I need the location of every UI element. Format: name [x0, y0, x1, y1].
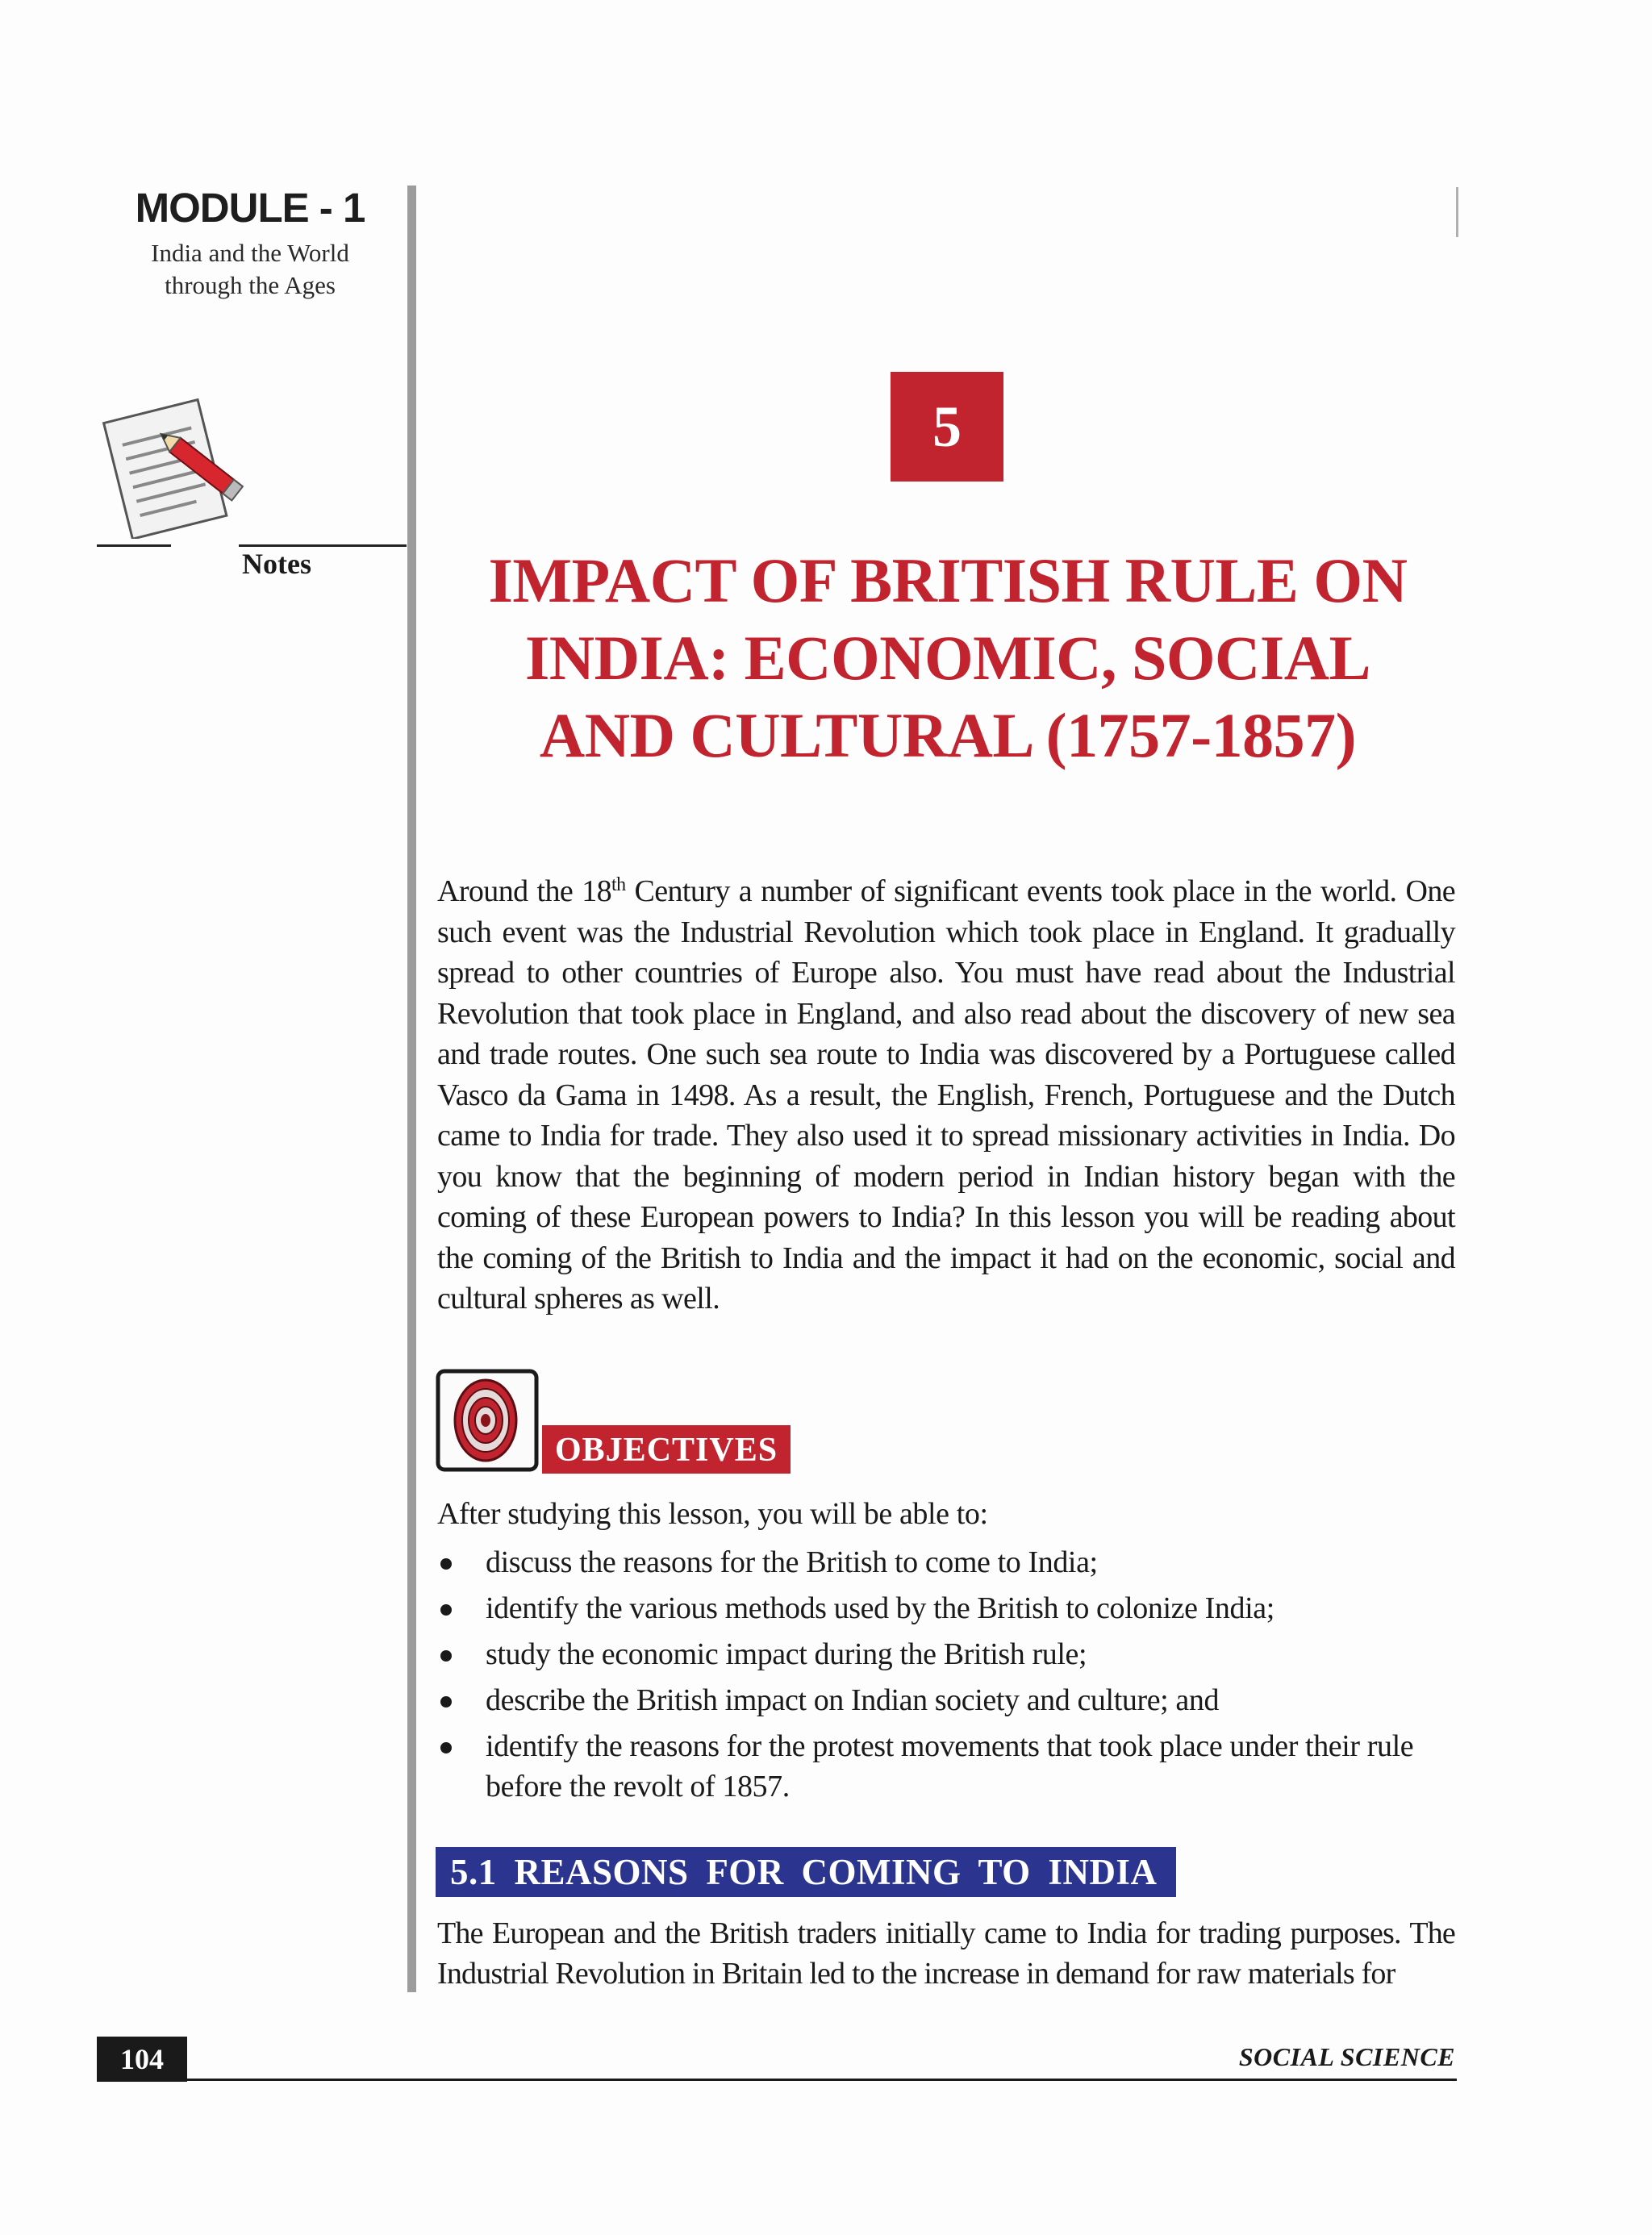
footer-label: SOCIAL SCIENCE	[1238, 2042, 1455, 2071]
page-number: 104	[97, 2037, 187, 2082]
objectives-banner: OBJECTIVES	[542, 1425, 791, 1474]
intro-text-rest: Century a number of significant events took place in the world. One such event was the Industrial Revolution which took place in England. It gradually spread to other countries of Europe also. You must have read about the Industrial Revolution that took place in England, and also read about the discovery of new sea and trade routes. One such sea route to India was discovered by a Portuguese called Vasco da Gama in 1498. As a result, the English, French, Portuguese and the Dutch came to India for trade. They also used it to spread missionary activities in India. Do you know that the beginning of modern period in Indian history began with the coming of these European powers to India? In this lesson you will be reading about the coming of the British to India and the impact it had on the economic, social and cultural spheres as well.	[437, 874, 1455, 1316]
module-subtitle-line2: through the Ages	[165, 271, 336, 299]
intro-superscript: th	[611, 874, 626, 895]
chapter-title-line1: IMPACT OF BRITISH RULE ON	[488, 545, 1408, 615]
list-item: discuss the reasons for the British to come to India;	[437, 1542, 1455, 1582]
notes-label: Notes	[242, 548, 311, 580]
module-title: MODULE - 1	[135, 185, 365, 231]
intro-text-start: Around the 18	[437, 874, 611, 908]
section-heading: 5.1 REASONS FOR COMING TO INDIA	[436, 1847, 1176, 1897]
section-paragraph: The European and the British traders initially came to India for trading purposes. The Industrial Revolution in Britain led to the increase in demand for raw materials for	[437, 1916, 1455, 1991]
module-subtitle-line1: India and the World	[151, 239, 349, 267]
chapter-number-badge: 5	[891, 372, 1003, 482]
objectives-intro: After studying this lesson, you will be able to:	[437, 1497, 988, 1531]
chapter-title-line3: AND CULTURAL (1757-1857)	[539, 700, 1357, 770]
list-item: study the economic impact during the British rule;	[437, 1634, 1455, 1674]
intro-paragraph	[437, 871, 1455, 1320]
target-icon	[436, 1369, 539, 1472]
list-item: describe the British impact on Indian society and culture; and	[437, 1680, 1455, 1720]
list-item: identify the reasons for the protest movements that took place under their rule before the revolt of 1857.	[437, 1726, 1455, 1807]
objectives-list	[437, 1542, 1455, 1812]
chapter-title-line2: INDIA: ECONOMIC, SOCIAL	[524, 623, 1371, 693]
footer-rule	[187, 2079, 1457, 2081]
notes-pencil-icon	[90, 386, 260, 539]
chapter-title	[436, 542, 1460, 774]
module-subtitle	[105, 237, 395, 302]
list-item: identify the various methods used by the British to colonize India;	[437, 1588, 1455, 1628]
margin-divider	[407, 186, 416, 1992]
top-tick-mark	[1456, 187, 1458, 237]
notes-rule-left	[97, 544, 171, 547]
